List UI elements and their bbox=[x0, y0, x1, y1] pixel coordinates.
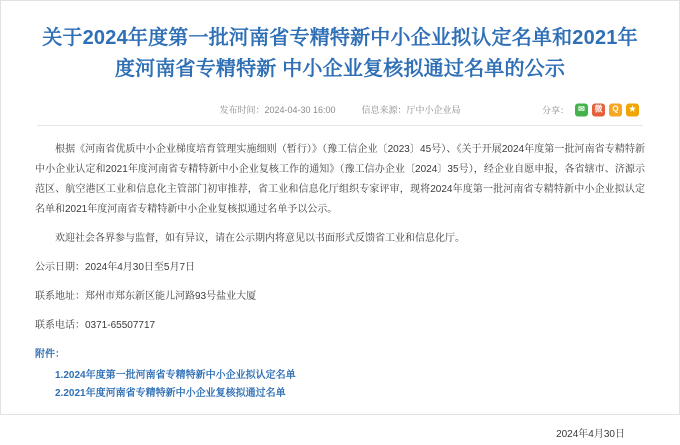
paragraph-contact-phone: 联系电话：0371-65507717 bbox=[35, 320, 156, 331]
page-title: 关于2024年度第一批河南省专精特新中小企业拟认定名单和2021年度河南省专精特新 中小企业复核拟通过名单的公示 bbox=[42, 27, 638, 80]
publish-time: 发布时间：2024-04-30 16:00 bbox=[219, 105, 336, 115]
wechat-share-icon[interactable]: ✉ bbox=[575, 103, 588, 116]
share-group bbox=[542, 103, 639, 116]
meta-bar bbox=[35, 103, 645, 116]
attachment-link-1[interactable]: 1.2024年度第一批河南省专精特新中小企业拟认定名单 bbox=[55, 370, 296, 381]
favorite-share-icon[interactable]: ★ bbox=[626, 103, 639, 116]
information-source: 信息来源：厅中小企业局 bbox=[361, 105, 461, 115]
article-body bbox=[35, 140, 645, 445]
paragraph-contact-address: 联系地址：郑州市郑东新区能儿河路93号盐业大厦 bbox=[35, 291, 257, 302]
header-divider bbox=[37, 125, 643, 126]
qzone-share-icon[interactable]: Q bbox=[609, 103, 622, 116]
weibo-share-icon[interactable]: 微 bbox=[592, 103, 605, 116]
paragraph-basis: 根据《河南省优质中小企业梯度培育管理实施细则（暂行）》（豫工信企业〔2023〕45号）、《关于开展2024年度第一批河南省专精特新中小企业认定和2021年度河南省专精特新中小企业复核工作的通知》（豫工信办企业〔2024〕35号），经企业自愿申报，各省辖市、济源示范区、航空港区工业和信息化主管部门初审推荐，省工业和信息化厅组织专家评审，现将2024年度第一批河南省专精特新中小企业拟认定名单和2021年度河南省专精特新中小企业复核拟通过名单予以公示。 bbox=[35, 144, 645, 215]
paragraph-publicity-date: 公示日期：2024年4月30日至5月7日 bbox=[35, 262, 196, 273]
sign-date: 2024年4月30日 bbox=[556, 429, 625, 440]
attachment-label: 附件： bbox=[35, 349, 65, 360]
content-area bbox=[1, 1, 679, 445]
attachment-link-2[interactable]: 2.2021年度河南省专精特新中小企业复核拟通过名单 bbox=[55, 388, 286, 399]
paragraph-supervision: 欢迎社会各界参与监督，如有异议，请在公示期内将意见以书面形式反馈省工业和信息化厅。 bbox=[55, 233, 465, 244]
share-label: 分享： bbox=[541, 105, 569, 115]
